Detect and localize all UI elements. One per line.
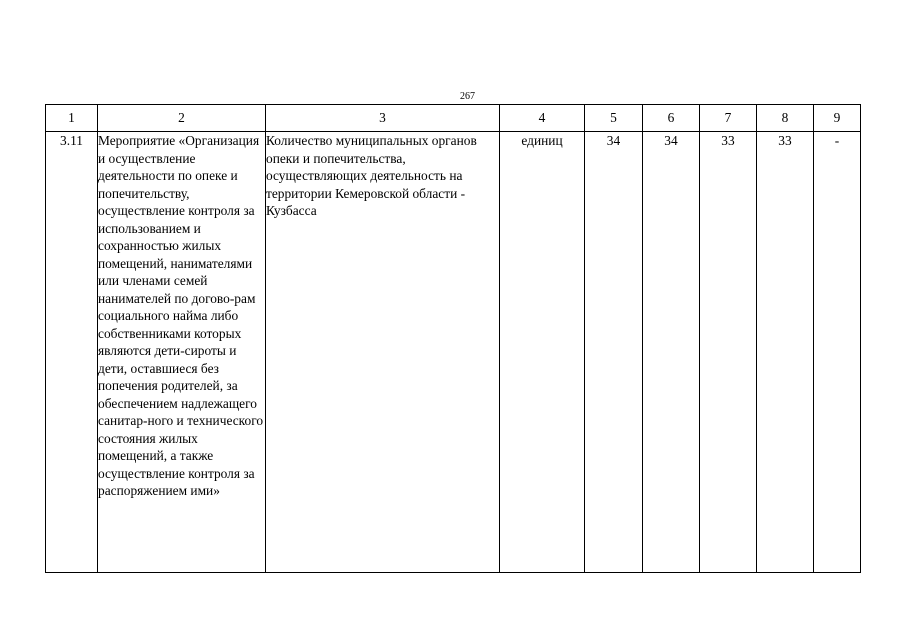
value-cell-8: 33 bbox=[757, 132, 814, 573]
data-table bbox=[45, 104, 861, 573]
column-header-6: 6 bbox=[643, 105, 700, 132]
table-row bbox=[46, 132, 861, 573]
column-header-7: 7 bbox=[700, 105, 757, 132]
value-cell-5: 34 bbox=[585, 132, 643, 573]
value-cell-9: - bbox=[814, 132, 861, 573]
page-number: 267 bbox=[460, 91, 475, 102]
indicator-cell: Количество муниципальных органов опеки и попечительства, осуществляющих деятельность на территории Кемеровской области - Кузбасса bbox=[266, 132, 500, 573]
column-header-4: 4 bbox=[500, 105, 585, 132]
activity-cell: Мероприятие «Организация и осуществление деятельности по опеке и попечительству, осуществление контроля за использованием и сохранностью жилых помещений, нанимателями или членами семей нанимателей по догово-рам социального найма либо собственниками которых являются дети-сироты и дети, оставшиеся без попечения родителей, за обеспечением надлежащего санитар-ного и технического состояния жилых помещений, а также осуществление контроля за распоряжением ими» bbox=[98, 132, 266, 573]
unit-cell: единиц bbox=[500, 132, 585, 573]
column-header-2: 2 bbox=[98, 105, 266, 132]
column-header-3: 3 bbox=[266, 105, 500, 132]
value-cell-6: 34 bbox=[643, 132, 700, 573]
column-header-1: 1 bbox=[46, 105, 98, 132]
value-cell-7: 33 bbox=[700, 132, 757, 573]
row-number: 3.11 bbox=[46, 132, 98, 573]
column-header-5: 5 bbox=[585, 105, 643, 132]
column-header-8: 8 bbox=[757, 105, 814, 132]
column-header-9: 9 bbox=[814, 105, 861, 132]
table-header-row bbox=[46, 105, 861, 132]
